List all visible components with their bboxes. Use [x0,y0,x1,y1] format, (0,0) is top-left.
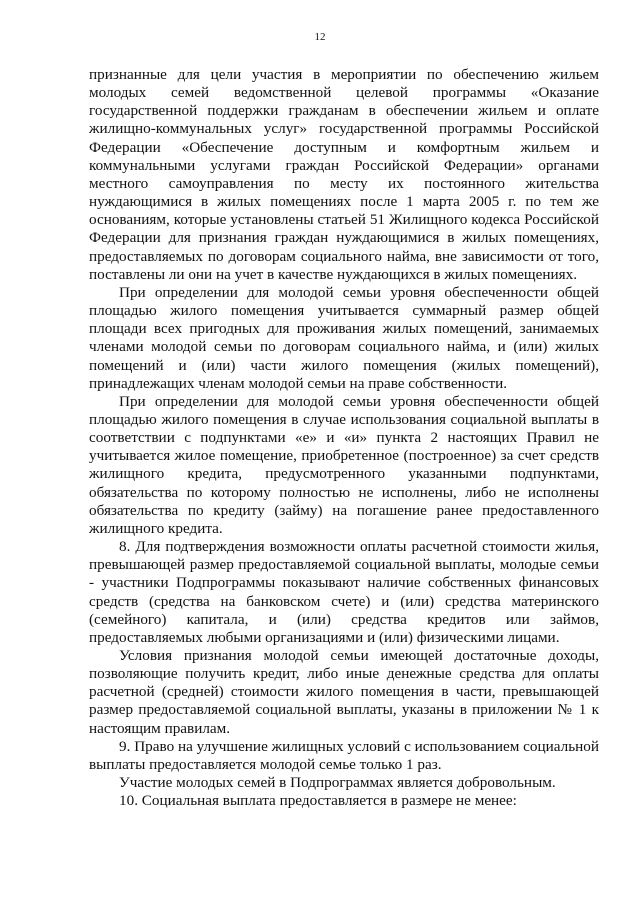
document-body [89,66,599,810]
paragraph-voluntary-participation: Участие молодых семей в Подпрограммах является добровольным. [119,774,556,792]
page-number: 12 [314,31,326,43]
paragraph-item-8: 8. Для подтверждения возможности оплаты расчетной стоимости жилья, превышающей размер предоставляемой социальной выплаты, молодые семьи - участники Подпрограммы показывают наличие собственных финансовых средств (средства на банковском счете) и (или) средства материнского (семейного) капитала, и (или) средства кредитов или займов, предоставляемых любыми организациями и (или) физическими лицами. [89,538,599,646]
paragraph-income-conditions: Условия признания молодой семьи имеющей достаточные доходы, позволяющие получить кредит, либо иные денежные средства для оплаты расчетной (средней) стоимости жилого помещения в части, превышающей размер предоставляемой социальной выплаты, указаны в приложении № 1 к настоящим правилам. [89,647,599,737]
paragraph-area-calculation: При определении для молодой семьи уровня обеспеченности общей площадью жилого помещения учитывается суммарный размер общей площади всех пригодных для проживания жилых помещений, занимаемых членами молодой семьи по договорам социального найма, и (или) жилых помещений и (или) части жилого помещения (жилых помещений), принадлежащих членам молодой семьи на праве собственности. [89,283,599,392]
paragraph-eligibility-continuation: признанные для цели участия в мероприятии по обеспечению жильем молодых семей ведомственной целевой программы «Оказание государственной поддержки гражданам в обеспечении жильем и оплате жилищно-коммунальных услуг» государственной программы Российской Федерации «Обеспечение доступным и комфортным жильем и коммунальными услугами граждан Российской Федерации» органами местного самоуправления по месту их постоянного жительства нуждающимися в жилых помещениях после 1 марта 2005 г. по тем же основаниям, которые установлены статьей 51 Жилищного кодекса Российской Федерации для признания граждан нуждающимися в жилых помещениях, предоставляемых по договорам социального найма, вне зависимости от того, поставлены ли они на учет в качестве нуждающихся в жилых помещениях. [89,66,599,283]
paragraph-area-exclusion: При определении для молодой семьи уровня обеспеченности общей площадью жилого помещения в случае использования социальной выплаты в соответствии с подпунктами «е» и «и» пункта 2 настоящих Правил не учитывается жилое помещение, приобретенное (построенное) за счет средств жилищного кредита, предусмотренного указанными подпунктами, обязательства по которому полностью не исполнены, либо не исполнены обязательства по кредиту (займу) на погашение ранее предоставленного жилищного кредита. [89,392,599,537]
paragraph-item-10: 10. Социальная выплата предоставляется в размере не менее: [119,792,517,810]
paragraph-item-9: 9. Право на улучшение жилищных условий с использованием социальной выплаты предоставляется молодой семье только 1 раз. [89,737,599,773]
